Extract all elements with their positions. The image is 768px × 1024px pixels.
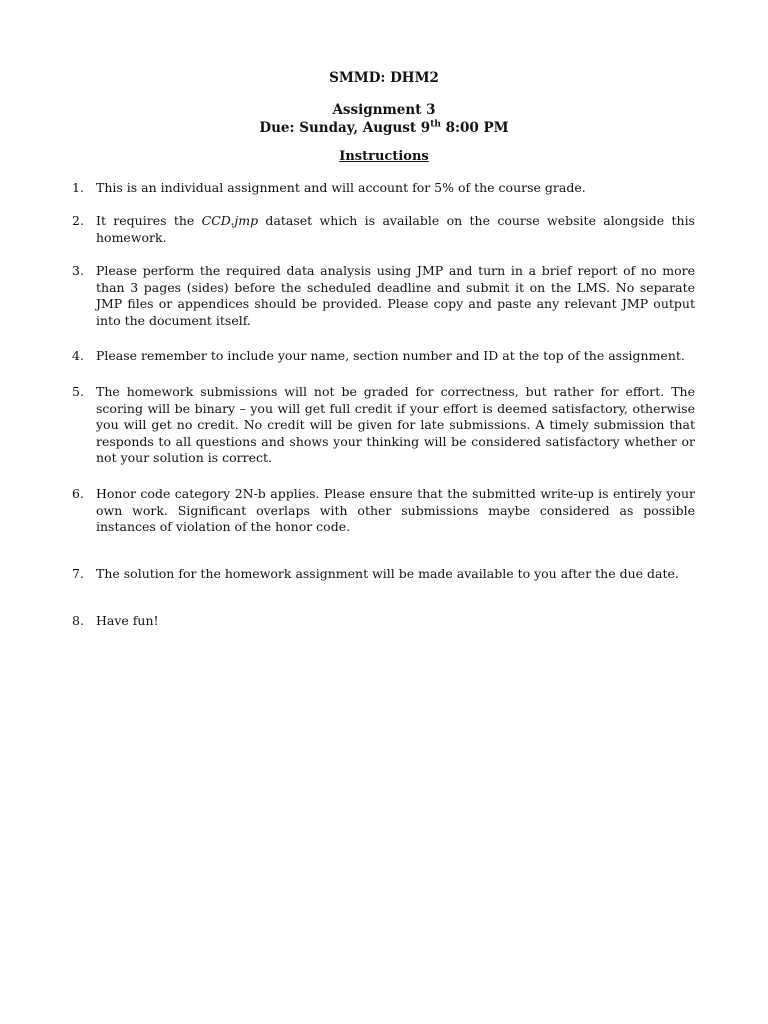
list-item bbox=[72, 263, 695, 329]
list-item bbox=[72, 348, 695, 365]
due-date bbox=[0, 120, 768, 136]
item-text-post: dataset which is available on the course website alongside this homework. bbox=[96, 213, 695, 245]
item-number: 3. bbox=[72, 263, 84, 278]
due-date-ordinal: th bbox=[430, 119, 441, 130]
list-item bbox=[72, 486, 695, 536]
instructions-heading: Instructions bbox=[339, 149, 429, 164]
item-number: 1. bbox=[72, 180, 84, 195]
item-text bbox=[96, 213, 695, 246]
list-item bbox=[72, 566, 695, 583]
item-text-pre: It requires the bbox=[96, 213, 202, 228]
due-date-time: 8:00 PM bbox=[440, 120, 509, 136]
item-text: Have fun! bbox=[96, 613, 159, 628]
item-text: Please remember to include your name, section number and ID at the top of the assignment. bbox=[96, 348, 685, 363]
list-item bbox=[72, 213, 695, 246]
assignment-title: Assignment 3 bbox=[332, 102, 436, 118]
item-text: This is an individual assignment and will account for 5% of the course grade. bbox=[96, 180, 586, 195]
item-number: 7. bbox=[72, 566, 84, 581]
list-item bbox=[72, 180, 695, 197]
list-item bbox=[72, 613, 695, 630]
item-number: 2. bbox=[72, 213, 84, 228]
list-item bbox=[72, 384, 695, 467]
item-number: 8. bbox=[72, 613, 84, 628]
item-text: Honor code category 2N-b applies. Please ensure that the submitted write-up is entirely your own work. Significant overlaps with other submissions maybe considered as possible instances of violation of the honor code. bbox=[96, 486, 695, 534]
item-number: 5. bbox=[72, 384, 84, 399]
due-date-prefix: Due: Sunday, August 9 bbox=[259, 120, 431, 136]
item-text: The homework submissions will not be graded for correctness, but rather for effort. The scoring will be binary – you will get full credit if your effort is deemed satisfactory, otherwise you will get no credit. No credit will be given for late submissions. A timely submission that responds to all questions and shows your thinking will be considered satisfactory whether or not your solution is correct. bbox=[96, 384, 695, 465]
item-text: Please perform the required data analysis using JMP and turn in a brief report of no more than 3 pages (sides) before the scheduled deadline and submit it on the LMS. No separate JMP files or appendices should be provided. Please copy and paste any relevant JMP output into the document itself. bbox=[96, 263, 695, 328]
item-text: The solution for the homework assignment will be made available to you after the due date. bbox=[96, 566, 679, 581]
item-number: 4. bbox=[72, 348, 84, 363]
item-number: 6. bbox=[72, 486, 84, 501]
dataset-name: CCD.jmp bbox=[201, 213, 259, 228]
course-title: SMMD: DHM2 bbox=[329, 70, 439, 86]
